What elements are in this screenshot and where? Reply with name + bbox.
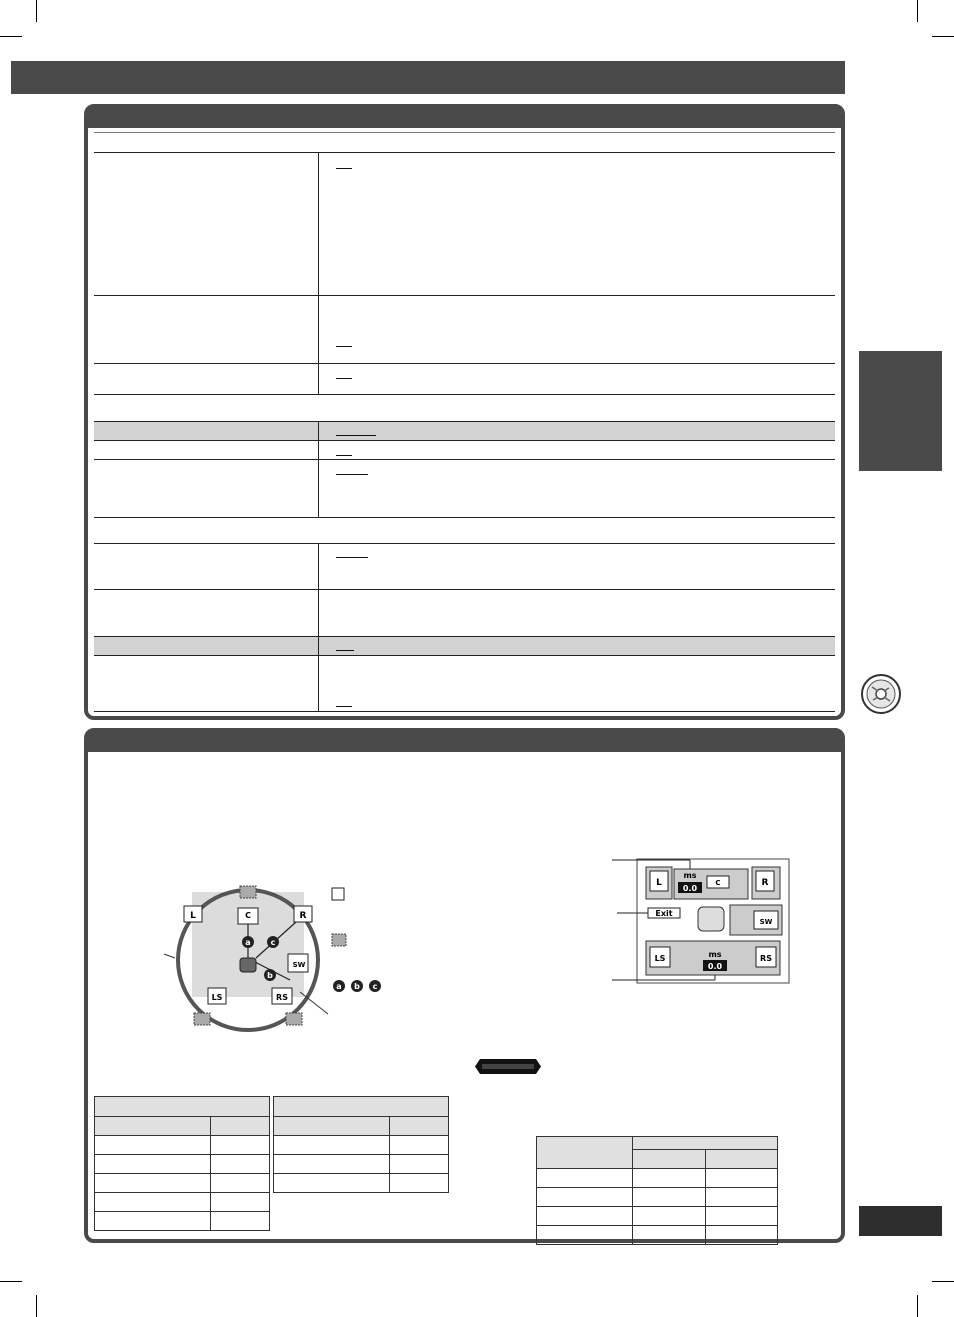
crop-mark: [932, 1281, 954, 1282]
svg-text:L: L: [190, 911, 196, 921]
row-divider: [94, 295, 835, 296]
crop-mark: [917, 1295, 918, 1317]
svg-text:a: a: [245, 938, 251, 947]
row-divider: [94, 363, 835, 364]
table-row: [274, 1174, 449, 1193]
remote-button-icon: [474, 1058, 542, 1075]
crop-mark: [36, 0, 37, 22]
crop-mark: [917, 0, 918, 22]
speaker-c-icon: [238, 908, 258, 924]
delay-time-screen: [612, 855, 792, 985]
svg-text:LS: LS: [654, 954, 666, 963]
row-divider: [94, 152, 835, 153]
svg-text:a: a: [336, 982, 342, 991]
svg-text:R: R: [299, 911, 307, 921]
disc-icon: [860, 673, 902, 715]
default-option-underline: [336, 168, 352, 169]
table-row: [274, 1117, 449, 1136]
default-option-underline: [336, 435, 376, 436]
speaker-ls-icon: [208, 988, 226, 1004]
delay-table: [536, 1136, 778, 1245]
svg-text:LS: LS: [211, 993, 223, 1002]
column-divider: [318, 152, 319, 395]
distance-marker-b: [264, 969, 276, 981]
page-title-bar: [11, 61, 845, 94]
default-option-underline: [336, 346, 352, 347]
distance-marker-a: [242, 936, 254, 948]
svg-text:SW: SW: [759, 918, 773, 926]
table-row: [95, 1174, 270, 1193]
row-divider: [94, 711, 835, 712]
legend-distance-markers: [333, 980, 381, 992]
row-divider: [94, 517, 835, 518]
row-divider: [94, 543, 835, 544]
distance-table-left: [94, 1096, 270, 1231]
column-divider: [318, 421, 319, 518]
default-option-underline: [336, 706, 352, 707]
distance-marker-c: [267, 936, 279, 948]
table-row: [537, 1169, 778, 1188]
settings-panel-header: [88, 108, 841, 128]
section-side-tab: [859, 351, 942, 471]
legend-virtual-speaker-icon: [332, 934, 346, 946]
default-option-underline: [336, 378, 352, 379]
svg-text:ms: ms: [683, 871, 697, 880]
crop-mark: [0, 36, 22, 37]
svg-text:c: c: [372, 982, 378, 991]
speaker-r-icon: [294, 906, 312, 922]
distance-table-right: [273, 1096, 449, 1193]
speaker-rs-icon: [272, 988, 292, 1004]
crop-mark: [932, 36, 954, 37]
table-row: [95, 1117, 270, 1136]
svg-text:Exit: Exit: [655, 909, 673, 918]
svg-text:C: C: [715, 879, 721, 887]
table-row: [95, 1155, 270, 1174]
row-divider: [94, 589, 835, 590]
table-row: [537, 1137, 778, 1150]
table-row: [95, 1136, 270, 1155]
speaker-sw-icon: [288, 954, 308, 972]
svg-text:RS: RS: [276, 993, 288, 1002]
svg-text:L: L: [656, 878, 662, 888]
speaker-l-icon: [184, 906, 202, 922]
table-row: [95, 1097, 270, 1117]
default-option-underline: [336, 557, 368, 558]
svg-text:b: b: [354, 982, 360, 991]
default-option-underline: [336, 474, 368, 475]
legend-real-speaker-icon: [332, 888, 344, 900]
svg-text:c: c: [270, 938, 276, 947]
svg-text:SW: SW: [292, 961, 306, 969]
row-divider: [94, 459, 835, 460]
default-option-underline: [336, 455, 352, 456]
svg-text:b: b: [267, 971, 273, 980]
table-row: [274, 1155, 449, 1174]
page-number-tab: [859, 1206, 942, 1236]
svg-text:C: C: [245, 911, 251, 920]
svg-text:R: R: [761, 878, 769, 888]
crop-mark: [36, 1295, 37, 1317]
table-row: [537, 1188, 778, 1207]
speaker-setup-panel-header: [88, 732, 841, 752]
svg-text:ms: ms: [708, 950, 722, 959]
svg-text:RS: RS: [760, 954, 772, 963]
table-row: [537, 1226, 778, 1245]
speaker-placement-diagram: [160, 880, 400, 1040]
crop-mark: [0, 1281, 22, 1282]
row-divider: [94, 394, 835, 395]
table-row: [274, 1136, 449, 1155]
svg-text:0.0: 0.0: [707, 962, 723, 971]
table-row: [274, 1097, 449, 1117]
exit-button-icon[interactable]: [648, 908, 680, 918]
default-option-underline: [336, 650, 354, 651]
column-divider: [318, 543, 319, 711]
table-row: [95, 1193, 270, 1212]
table-row: [95, 1212, 270, 1231]
svg-text:0.0: 0.0: [682, 884, 698, 893]
table-row-highlight: [94, 636, 835, 656]
table-row: [537, 1207, 778, 1226]
table-row-highlight: [94, 421, 835, 441]
settings-panel: [84, 104, 845, 720]
